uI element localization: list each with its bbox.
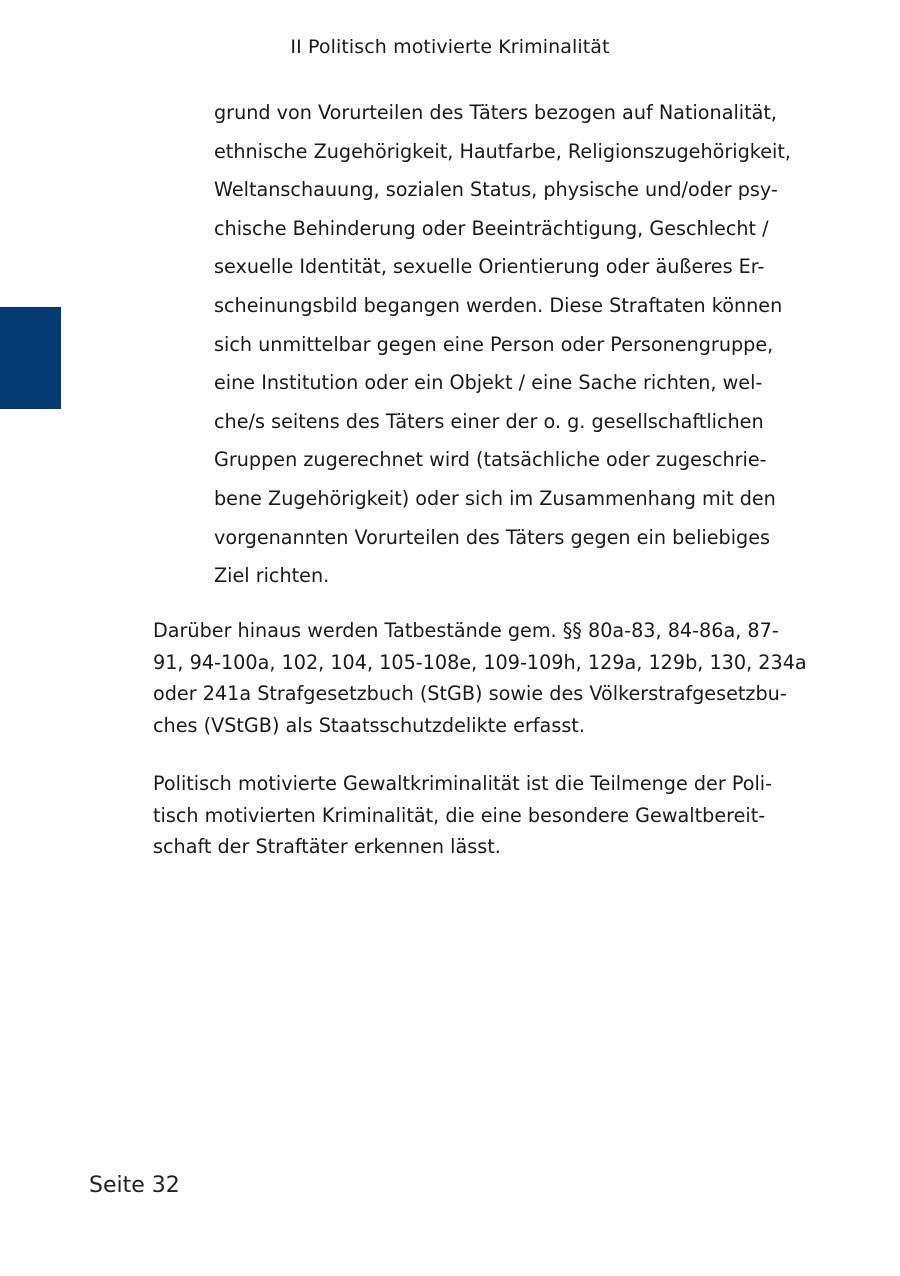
- text-line: Weltanschauung, sozialen Status, physische und/oder psy-: [214, 178, 778, 202]
- text-line: Darüber hinaus werden Tatbestände gem. §§ 80a-83, 84-86a, 87-: [153, 619, 779, 642]
- indented-definition-block: [214, 94, 814, 596]
- text-line: vorgenannten Vorurteilen des Täters gegen ein beliebiges: [214, 525, 771, 549]
- text-line: scheinungsbild begangen werden. Diese Straftaten können: [214, 293, 783, 317]
- text-line: Politisch motivierte Gewaltkriminalität ist die Teilmenge der Poli-: [153, 772, 773, 795]
- page-number: Seite 32: [89, 1173, 180, 1198]
- text-line: tisch motivierten Kriminalität, die eine besondere Gewaltbereit-: [153, 803, 766, 827]
- paragraph-staatsschutzdelikte: [153, 615, 823, 742]
- text-line: Ziel richten.: [214, 564, 330, 588]
- paragraph-gewaltkriminalitaet: [153, 768, 823, 863]
- text-line: ches (VStGB) als Staatsschutzdelikte erfasst.: [153, 714, 585, 738]
- text-line: chische Behinderung oder Beeinträchtigung, Geschlecht /: [214, 216, 769, 240]
- text-line: Gruppen zugerechnet wird (tatsächliche oder zugeschrie-: [214, 448, 767, 472]
- running-header: II Politisch motivierte Kriminalität: [290, 36, 610, 58]
- text-line: bene Zugehörigkeit) oder sich im Zusammenhang mit den: [214, 486, 776, 510]
- text-line: che/s seitens des Täters einer der o. g. gesellschaftlichen: [214, 409, 764, 433]
- text-line: sexuelle Identität, sexuelle Orientierung oder äußeres Er-: [214, 255, 765, 279]
- text-line: 91, 94-100a, 102, 104, 105-108e, 109-109h, 129a, 129b, 130, 234a: [153, 650, 807, 674]
- text-line: ethnische Zugehörigkeit, Hautfarbe, Religionszugehörigkeit,: [214, 139, 791, 163]
- text-line: eine Institution oder ein Objekt / eine Sache richten, wel-: [214, 371, 763, 395]
- text-line: oder 241a Strafgesetzbuch (StGB) sowie des Völkerstrafgesetzbu-: [153, 682, 787, 706]
- text-line: sich unmittelbar gegen eine Person oder Personengruppe,: [214, 332, 774, 356]
- chapter-tab-marker: [0, 307, 61, 409]
- text-line: schaft der Straftäter erkennen lässt.: [153, 835, 501, 859]
- text-line: grund von Vorurteilen des Täters bezogen auf Nationalität,: [214, 101, 778, 124]
